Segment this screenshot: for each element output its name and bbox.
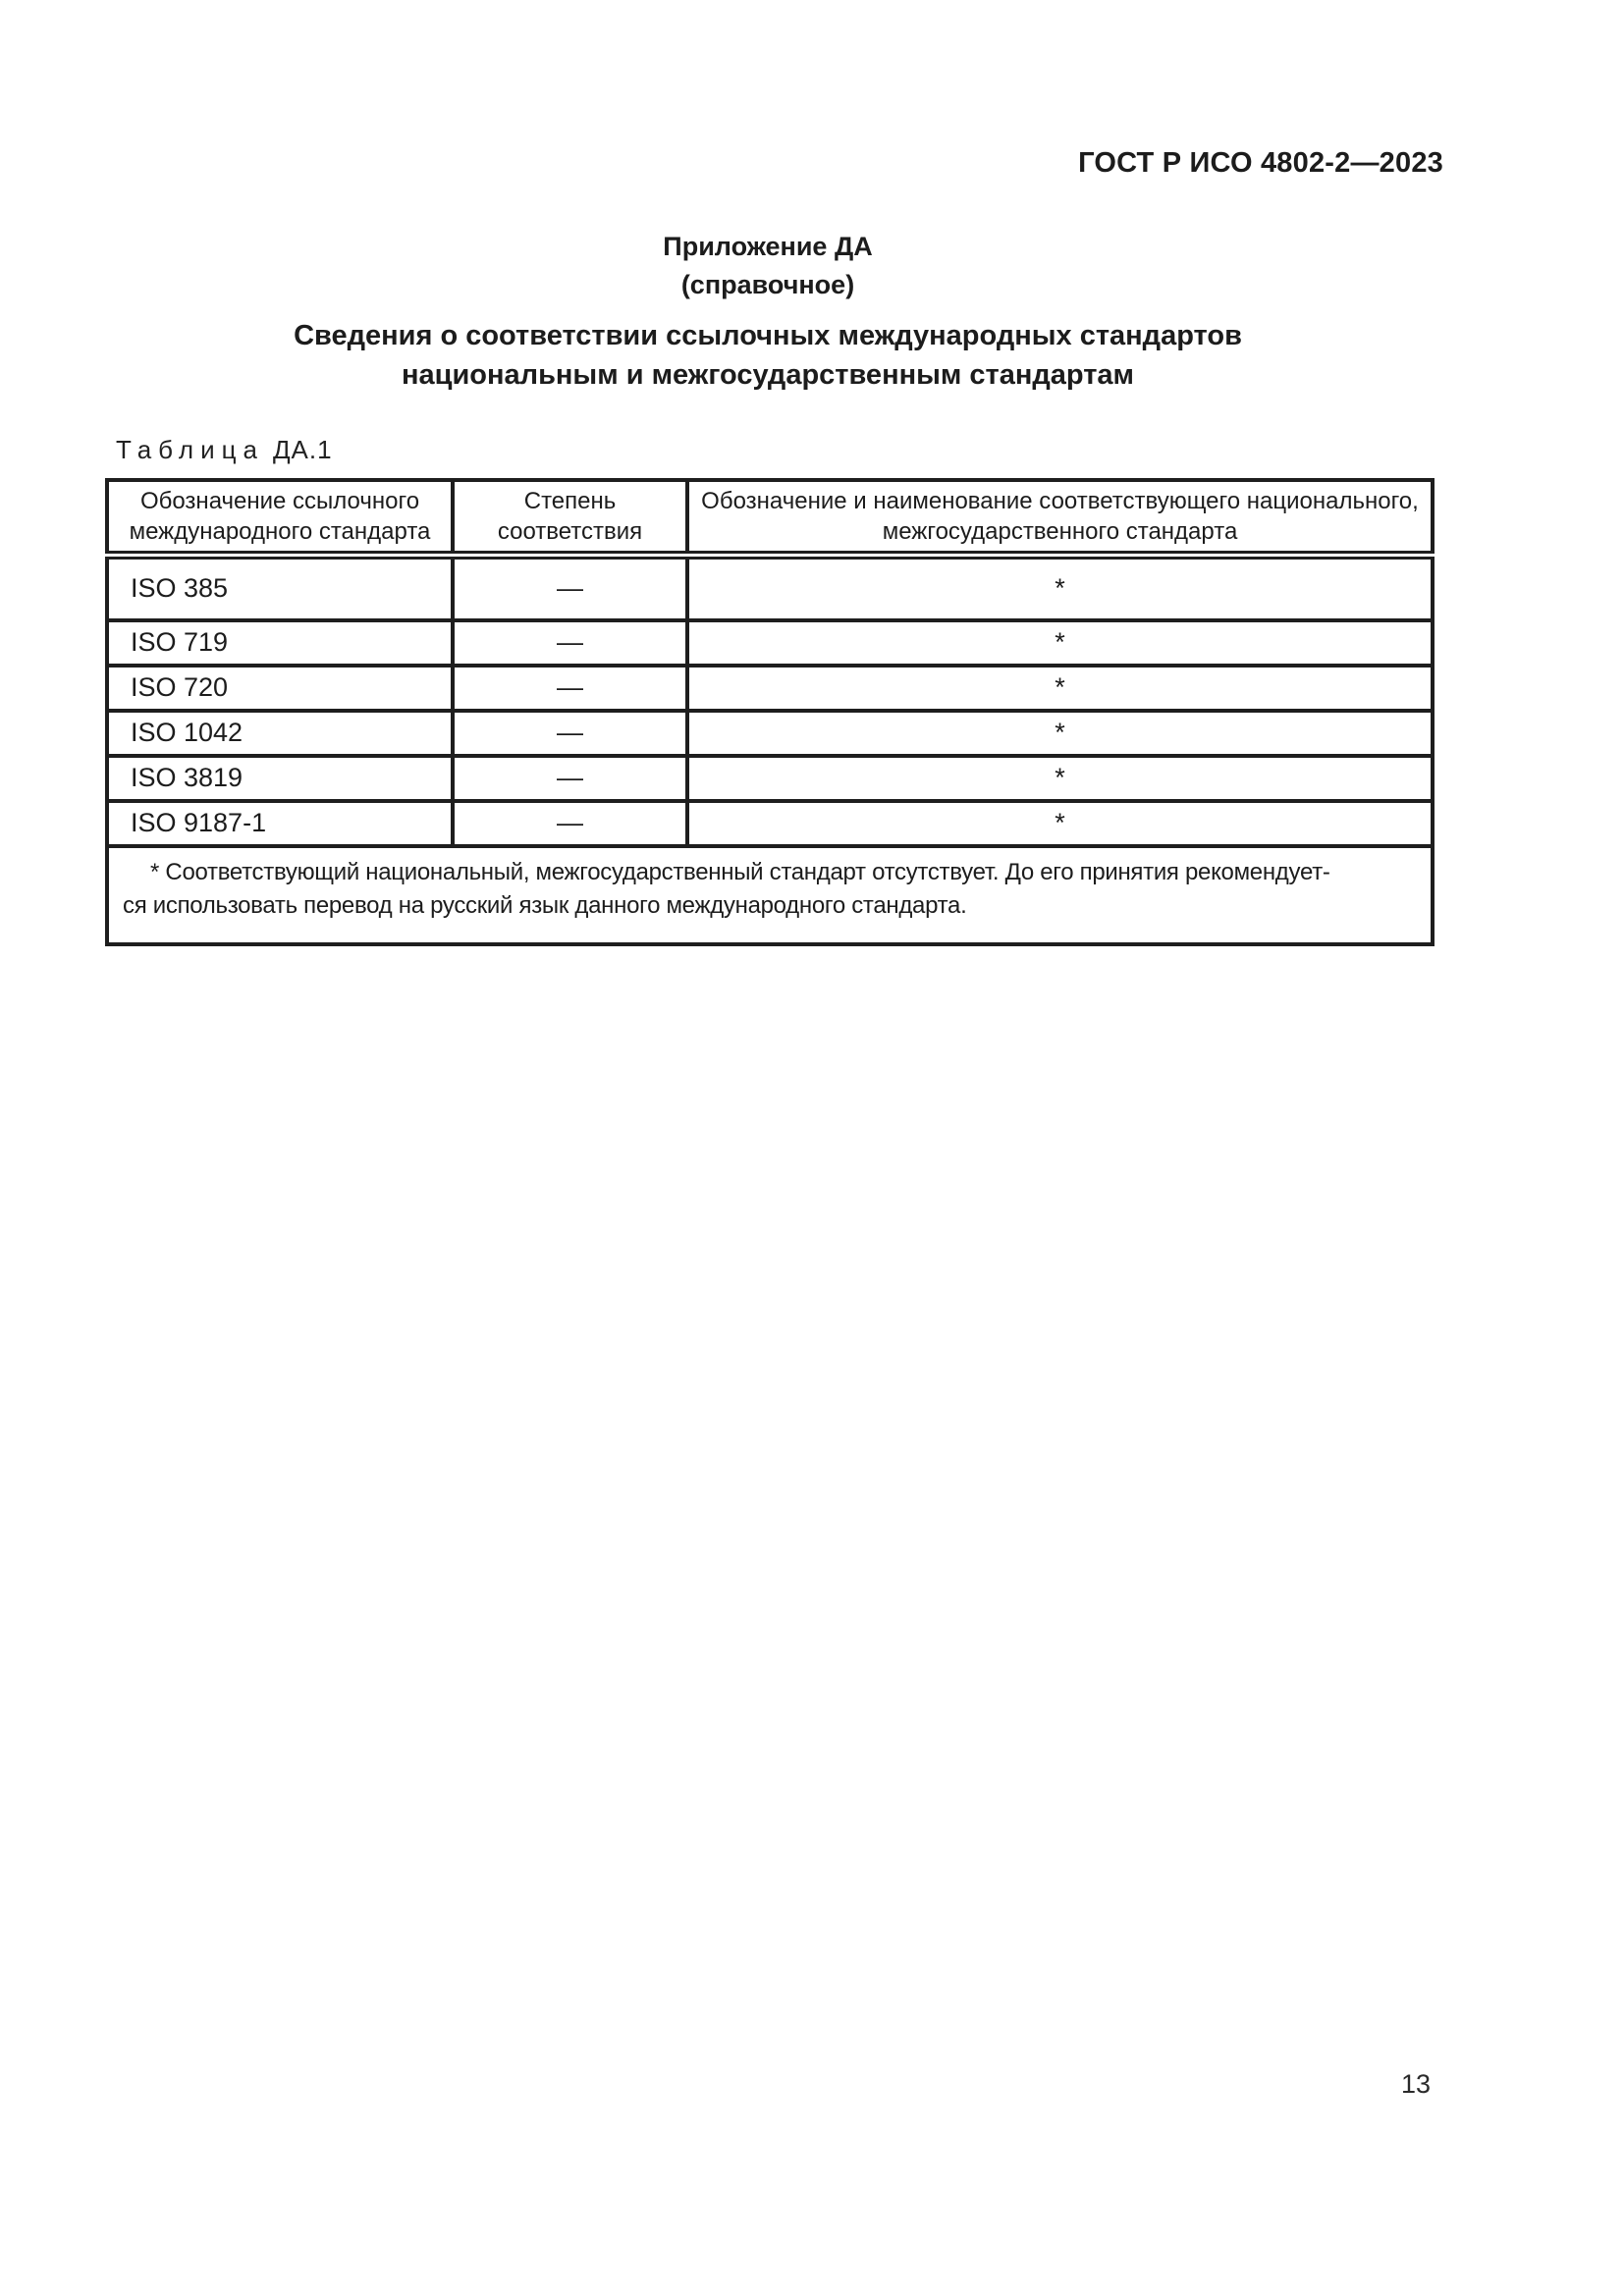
cell-degree: — [453,666,687,711]
cell-standard: ISO 720 [107,666,453,711]
cell-degree: — [453,556,687,620]
section-title-line-2: национальным и межгосударственным стандартам [402,359,1134,391]
document-code: ГОСТ Р ИСО 4802-2—2023 [1078,147,1443,179]
table-row [107,620,1433,666]
cell-standard: ISO 3819 [107,756,453,801]
table-caption-number: ДА.1 [272,435,333,464]
table-row [107,801,1433,846]
table-row [107,666,1433,711]
col-header-line: соответствия [497,518,643,545]
section-title [105,316,1431,395]
col-header-degree [453,480,687,556]
cell-degree: — [453,620,687,666]
cell-degree: — [453,711,687,756]
cell-degree: — [453,756,687,801]
footnote-line-2: ся использовать перевод на русский язык данного международного стандарта. [123,891,967,919]
table-footnote [107,846,1433,944]
cell-standard: ISO 1042 [107,711,453,756]
correspondence-table [105,478,1435,946]
col-header-line: международного стандарта [129,518,431,545]
cell-degree: — [453,801,687,846]
cell-equivalent: * [687,666,1433,711]
cell-equivalent: * [687,801,1433,846]
col-header-reference-standard [107,480,453,556]
table-caption-word: Таблица [116,435,264,464]
table-row [107,711,1433,756]
col-header-line: межгосударственного стандарта [882,518,1238,545]
cell-equivalent: * [687,620,1433,666]
page-number: 13 [1400,2069,1431,2099]
cell-equivalent: * [687,711,1433,756]
appendix-label: Приложение ДА [663,232,873,261]
table-row [107,756,1433,801]
section-title-line-1: Сведения о соответствии ссылочных международных стандартов [294,320,1242,351]
col-header-line: Обозначение ссылочного [139,488,420,514]
col-header-line: Обозначение и наименование соответствующего национального, [701,488,1419,514]
cell-equivalent: * [687,556,1433,620]
table-header-row [107,480,1433,556]
table-footnote-row [107,846,1433,944]
cell-standard: ISO 9187-1 [107,801,453,846]
appendix-heading [105,228,1431,304]
footnote-line-1: * Соответствующий национальный, межгосударственный стандарт отсутствует. До его принятия рекомендует- [150,858,1330,885]
table-row [107,556,1433,620]
appendix-type: (справочное) [680,270,855,299]
col-header-equivalent-standard [687,480,1433,556]
col-header-line: Степень [523,488,617,514]
cell-standard: ISO 385 [107,556,453,620]
cell-equivalent: * [687,756,1433,801]
cell-standard: ISO 719 [107,620,453,666]
table-caption [116,435,333,465]
